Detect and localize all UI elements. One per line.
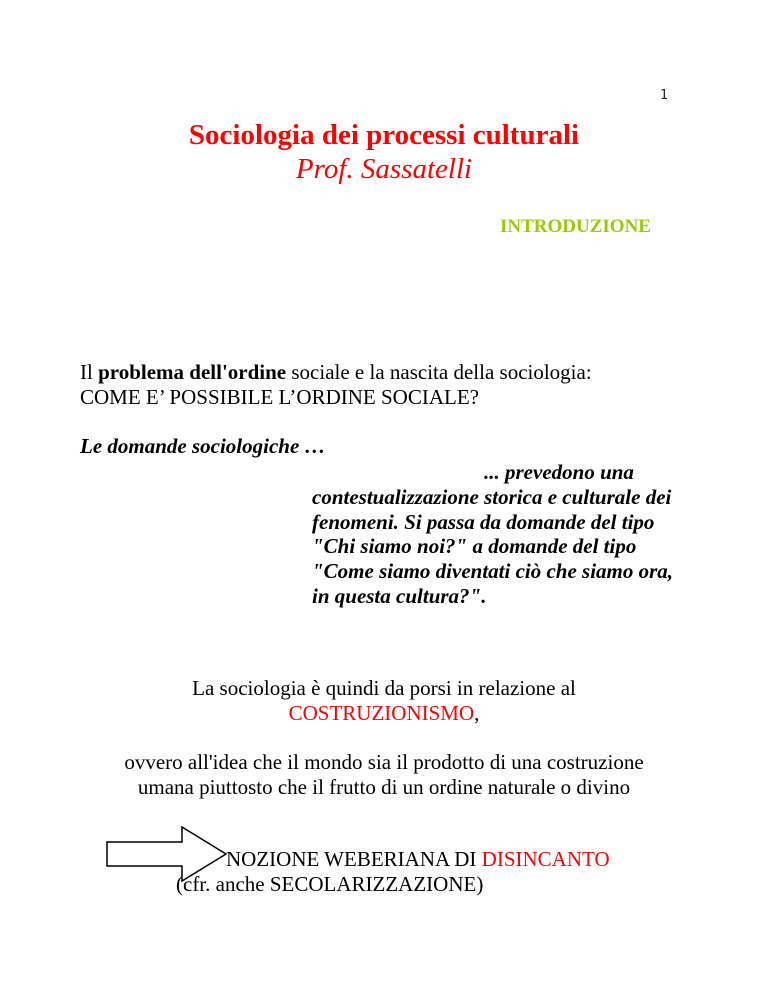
page-number: 1 [660, 88, 668, 103]
questions-body [312, 460, 692, 609]
constructionism-term: COSTRUZIONISMO [288, 701, 475, 725]
section-heading: INTRODUZIONE [500, 216, 651, 237]
definition-line-2: umana piuttosto che il frutto di un ordine naturale o divino [137, 775, 631, 799]
constructionism-line: La sociologia è quindi da porsi in relazione al [192, 676, 576, 700]
secularization-reference: (cfr. anche SECOLARIZZAZIONE) [176, 872, 484, 896]
document-subtitle: Prof. Sassatelli [295, 153, 473, 185]
constructionism-comma: , [474, 701, 480, 725]
paragraph-bold-term: problema dell'ordine [98, 360, 287, 384]
questions-text: contestualizzazione storica e culturale dei fenomeni. Si passa da domande del tipo "Chi siamo noi?" a domande del tipo "Come siamo diventati ciò che siamo ora, in questa cultura?". [312, 484, 674, 608]
questions-first-line: ... prevedono una [484, 460, 634, 484]
notion-prefix: NOZIONE WEBERIANA DI [226, 847, 482, 871]
definition-line-1: ovvero all'idea che il mondo sia il prodotto di una costruzione [124, 750, 644, 774]
paragraph-question: COME E’ POSSIBILE L’ORDINE SOCIALE? [80, 385, 479, 409]
order-problem-paragraph [80, 360, 592, 410]
questions-heading: Le domande sociologiche … [80, 434, 326, 458]
weberian-notion [226, 847, 610, 872]
disenchantment-term: DISINCANTO [481, 847, 610, 871]
document-title: Sociologia dei processi culturali [188, 119, 580, 151]
constructionism-term-line [0, 701, 768, 726]
paragraph-suffix: sociale e la nascita della sociologia: [286, 360, 592, 384]
paragraph-prefix: Il [80, 360, 99, 384]
